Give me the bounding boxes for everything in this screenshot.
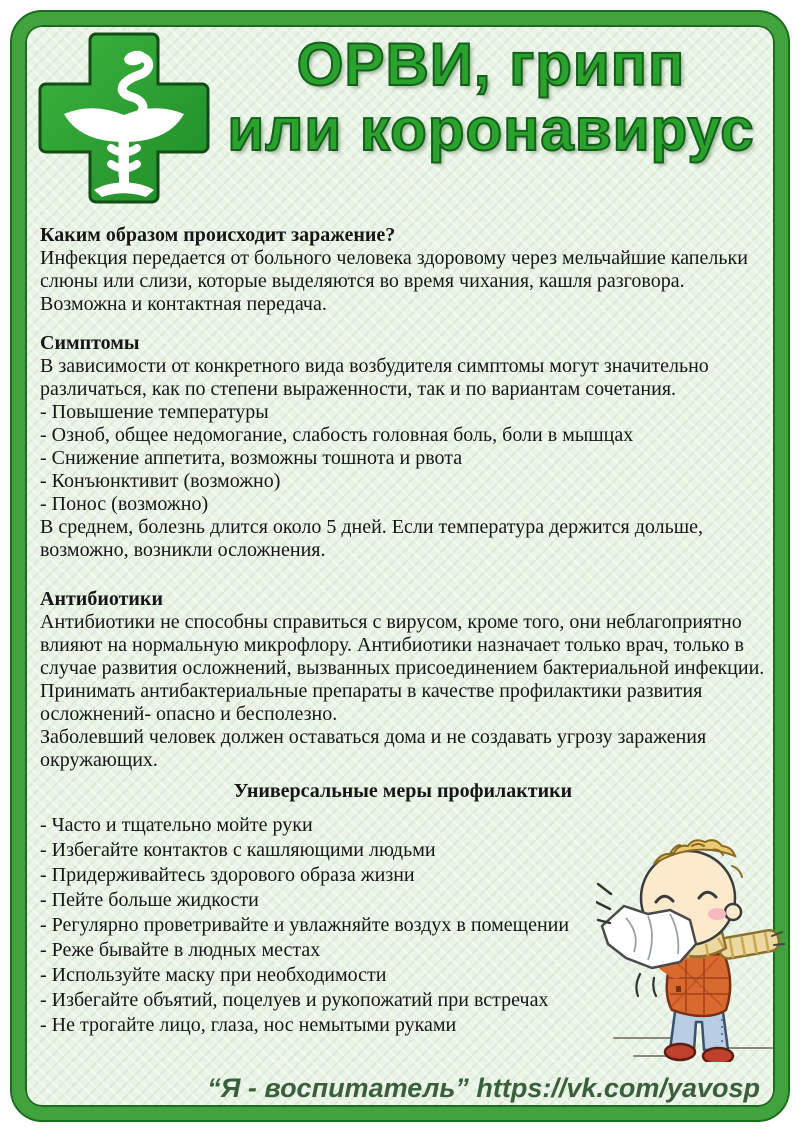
section-antibiotics-heading: Антибиотики [40,588,163,610]
prevention-item: - Реже бывайте в людных местах [40,939,321,961]
section-antibiotics-paragraph-2: Заболевший человек должен оставаться дома и не создавать угрозу заражения окружающих. [40,726,707,771]
prevention-item: - Пейте больше жидкости [40,889,259,911]
prevention-item: - Часто и тщательно мойте руки [40,814,313,836]
footer-credit: “Я - воспитатель” https://vk.com/yavosp [207,1073,760,1103]
section-symptoms [40,332,766,562]
section-prevention-heading: Универсальные меры профилактики [233,780,573,802]
prevention-item: - Не трогайте лицо, глаза, нос немытыми руками [40,1014,457,1036]
section-symptoms-note: В среднем, болезнь длится около 5 дней. Если температура держится дольше, возможно, возникли осложнения. [40,516,704,561]
sneezing-boy-illustration [596,832,788,1062]
section-infection [40,224,766,316]
symptom-item: - Понос (возможно) [40,493,209,515]
symptom-item: - Снижение аппетита, возможны тошнота и рвота [40,447,463,469]
prevention-item: - Придерживайтесь здорового образа жизни [40,864,415,886]
pharmacy-cross-icon [34,28,214,211]
section-symptoms-paragraph: В зависимости от конкретного вида возбудителя симптомы могут значительно различаться, как по степени выраженности, так и по вариантам сочетания. [40,355,709,400]
poster-title-line2: или коронавирус [227,96,755,163]
symptom-item: - Конъюнктивит (возможно) [40,470,281,492]
sneezing-boy-icon [596,832,788,1062]
prevention-item: - Регулярно проветривайте и увлажняйте воздух в помещении [40,914,570,936]
symptom-item: - Озноб, общее недомогание, слабость головная боль, боли в мышцах [40,424,634,446]
symptom-item: - Повышение температуры [40,401,269,423]
section-infection-paragraph: Инфекция передается от больного человека здоровому через мельчайшие капельки слюны или слизи, которые выделяются во время чихания, кашля разговора. Возможна и контактная передача. [40,247,748,315]
prevention-item: - Используйте маску при необходимости [40,964,387,986]
pharmacy-cross [34,28,214,211]
poster-title-line1: ОРВИ, грипп [296,31,686,98]
section-infection-heading: Каким образом происходит заражение? [40,224,396,246]
section-antibiotics-paragraph-1: Антибиотики не способны справиться с вирусом, кроме того, они неблагоприятно влияют на нормальную микрофлору. Антибиотики назначает только врач, только в случае развития осложнений, вызванных присоединением бактериальной инфекции. Принимать антибактериальные препараты в качестве профилактики развития осложнений- опасно и бесполезно. [40,611,765,725]
prevention-item: - Избегайте объятий, поцелуев и рукопожатий при встречах [40,989,549,1011]
section-symptoms-heading: Симптомы [40,332,140,354]
section-antibiotics [40,588,766,772]
prevention-item: - Избегайте контактов с кашляющими людьми [40,839,436,861]
poster-title [198,32,784,162]
